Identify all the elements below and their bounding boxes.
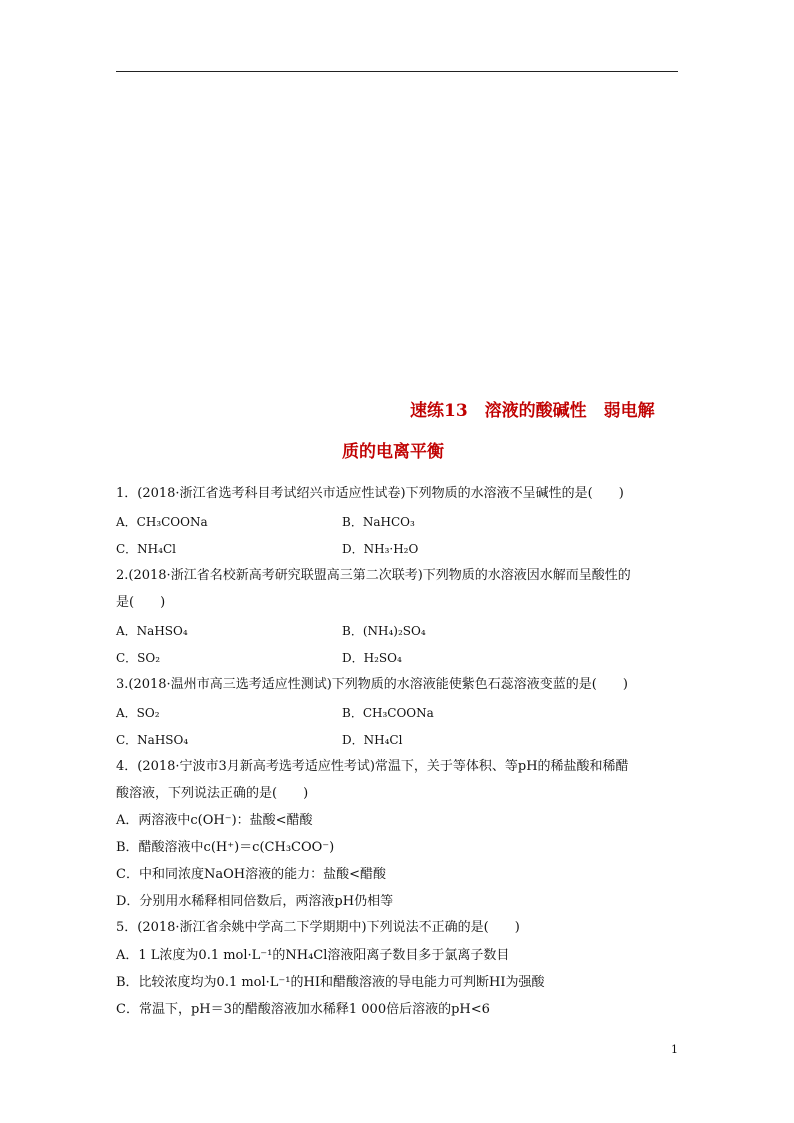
q3-option-d: D．NH₄Cl (342, 733, 403, 747)
q5-option-b: B．比较浓度均为0.1 mol·L⁻¹的HI和醋酸溶液的导电能力可判断HI为强酸 (116, 975, 545, 990)
q1-option-d: D．NH₃·H₂O (342, 542, 419, 556)
q4-option-a: A．两溶液中c(OH⁻)：盐酸<醋酸 (116, 813, 313, 828)
q1-stem: 1．(2018·浙江省选考科目考试绍兴市适应性试卷)下列物质的水溶液不呈碱性的是( ) (116, 486, 624, 501)
q4-option-c: C．中和同浓度NaOH溶液的能力：盐酸<醋酸 (116, 867, 386, 882)
q4-stem-line-2: 酸溶液，下列说法正确的是( ) (116, 786, 309, 801)
title-line-1: 速练13 溶液的酸碱性 弱电解 (410, 401, 655, 421)
q1-option-b: B．NaHCO₃ (342, 515, 415, 529)
q1-option-c: C．NH₄Cl (116, 542, 176, 556)
q3-option-a: A．SO₂ (116, 706, 160, 720)
q4-option-d: D．分别用水稀释相同倍数后，两溶液pH仍相等 (116, 894, 394, 909)
header-rule (116, 71, 678, 72)
q4-option-b: B．醋酸溶液中c(H⁺)＝c(CH₃COO⁻) (116, 840, 335, 855)
q5-option-a: A．1 L浓度为0.1 mol·L⁻¹的NH₄Cl溶液阳离子数目多于氯离子数目 (116, 948, 510, 963)
q2-stem-line-1: 2.(2018·浙江省名校新高考研究联盟高三第二次联考)下列物质的水溶液因水解而呈酸性的 (116, 568, 631, 583)
q4-stem-line-1: 4．(2018·宁波市3月新高考选考适应性考试)常温下，关于等体积、等pH的稀盐酸和稀醋 (116, 759, 629, 774)
q3-option-b: B．CH₃COONa (342, 706, 434, 720)
q1-option-a: A．CH₃COONa (116, 515, 208, 529)
q2-stem-line-2: 是( ) (116, 595, 166, 610)
q3-option-c: C．NaHSO₄ (116, 733, 189, 747)
q2-option-b: B．(NH₄)₂SO₄ (342, 624, 426, 638)
page-number: 1 (671, 1043, 678, 1056)
q2-option-c: C．SO₂ (116, 651, 161, 665)
q3-stem: 3.(2018·温州市高三选考适应性测试)下列物质的水溶液能使紫色石蕊溶液变蓝的是( ) (116, 677, 628, 692)
q2-option-d: D．H₂SO₄ (342, 651, 402, 665)
q2-option-a: A．NaHSO₄ (116, 624, 188, 638)
q5-stem: 5．(2018·浙江省余姚中学高二下学期期中)下列说法不正确的是( ) (116, 920, 520, 935)
q5-option-c: C．常温下，pH＝3的醋酸溶液加水稀释1 000倍后溶液的pH<6 (116, 1002, 490, 1017)
title-line-2: 质的电离平衡 (342, 442, 444, 462)
